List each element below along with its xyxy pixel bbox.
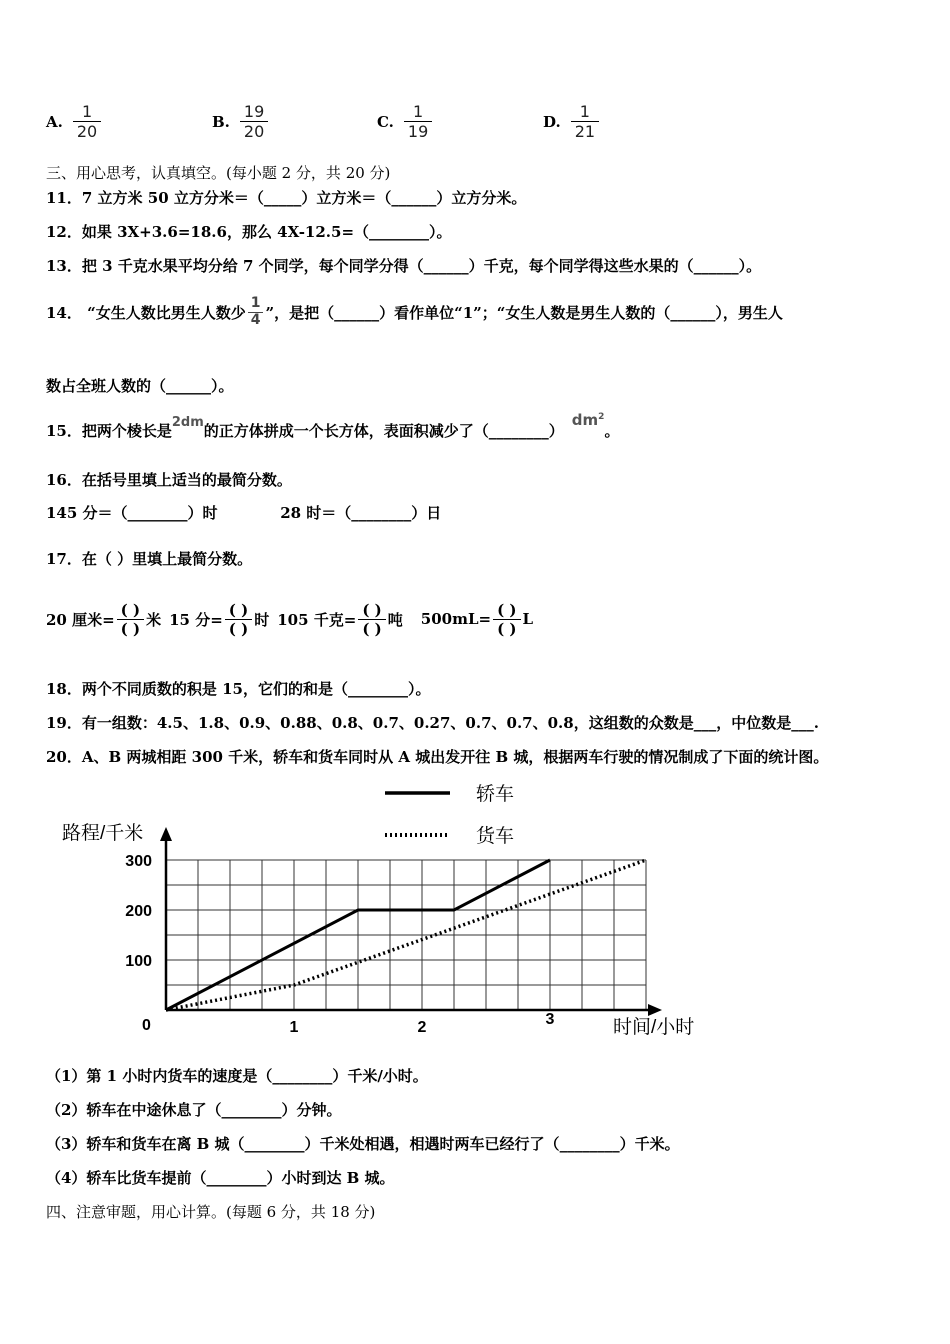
x-tick-label: 3 <box>545 1011 555 1028</box>
option-label: C. <box>377 113 394 131</box>
question-13: 13．把 3 千克水果平均分给 7 个同学，每个同学分得（______）千克，每个同学得这些水果的（______）。 <box>46 257 762 275</box>
question-16-title: 16．在括号里填上适当的最简分数。 <box>46 471 292 489</box>
question-20: 20．A、B 两城相距 300 千米，轿车和货车同时从 A 城出发开往 B 城，根据两车行驶的情况制成了下面的统计图。 <box>46 748 829 766</box>
question-17-items: 20 厘米= $\frac{( )}{( )}$ 米 15 分= $\frac{( )}{( )}$ 时 105 千克= $\frac{( )}{( )}$ 吨 500mL= $\frac{( )}{( )}$ L <box>46 600 534 638</box>
x-tick-label: 2 <box>417 1019 427 1036</box>
chart-grid <box>166 860 646 1010</box>
y-tick-label: 300 <box>125 853 152 870</box>
x-tick-label: 0 <box>142 1017 151 1034</box>
fraction-blank[interactable]: $\frac{( )}{( )}$ <box>358 601 385 638</box>
option-label: A. <box>46 113 63 131</box>
y-tick-label: 200 <box>125 903 152 920</box>
option-b[interactable] <box>212 100 268 144</box>
chart-legend <box>385 783 514 847</box>
legend-label: 轿车 <box>476 784 515 805</box>
section-4-title: 四、注意审题，用心计算。(每题 6 分，共 18 分) <box>46 1203 376 1221</box>
question-18: 18．两个不同质数的积是 15，它们的和是（________）。 <box>46 680 431 698</box>
sub-question-2: （2）轿车在中途休息了（________）分钟。 <box>46 1101 342 1119</box>
distance-time-chart <box>40 775 720 1050</box>
option-d[interactable] <box>543 100 599 144</box>
y-axis-label: 路程/千米 <box>62 823 144 844</box>
fraction-blank[interactable]: $\frac{( )}{( )}$ <box>225 601 252 638</box>
option-fraction: $\frac{1}{20}$ <box>73 103 101 140</box>
question-17-title: 17．在（ ）里填上最简分数。 <box>46 550 253 568</box>
fraction-one-quarter: $\frac{1}{4}$ <box>248 296 264 328</box>
fraction-blank[interactable]: $\frac{( )}{( )}$ <box>493 601 520 638</box>
edge-length: 2dm <box>171 414 204 430</box>
y-tick-label: 100 <box>125 953 152 970</box>
sub-question-3: （3）轿车和货车在离 B 城（________）千米处相遇，相遇时两车已经行了（________）千米。 <box>46 1135 680 1153</box>
x-axis-label: 时间/小时 <box>613 1017 695 1038</box>
option-a[interactable] <box>46 100 101 144</box>
question-16-line: 145 分＝（________）时 28 时＝（________）日 <box>46 504 442 522</box>
chart-ticks <box>125 853 554 1036</box>
option-label: D. <box>543 113 561 131</box>
question-12: 12．如果 3X+3.6=18.6，那么 4X-12.5=（________）。 <box>46 223 452 241</box>
option-fraction: $\frac{1}{21}$ <box>571 103 599 140</box>
fraction-blank[interactable]: $\frac{( )}{( )}$ <box>117 601 144 638</box>
option-label: B. <box>212 113 230 131</box>
y-axis-arrow <box>160 827 172 841</box>
sub-question-1: （1）第 1 小时内货车的速度是（________）千米/小时。 <box>46 1067 428 1085</box>
question-11: 11．7 立方米 50 立方分米＝（_____）立方米＝（______）立方分米。 <box>46 189 527 207</box>
option-fraction: $\frac{19}{20}$ <box>240 103 268 140</box>
sub-question-4: （4）轿车比货车提前（________）小时到达 B 城。 <box>46 1169 395 1187</box>
question-14-continued: 数占全班人数的（______）。 <box>46 377 234 395</box>
question-14: 14． “女生人数比男生人数少 $\frac{1}{4}$ ”，是把（______）看作单位“1”；“女生人数是男生人数的（______），男生人 <box>46 295 783 328</box>
question-19: 19．有一组数：4.5、1.8、0.9、0.88、0.8、0.7、0.27、0.7、0.7、0.8，这组数的众数是___，中位数是___. <box>46 714 819 732</box>
section-3-title: 三、用心思考，认真填空。(每小题 2 分，共 20 分) <box>46 164 391 182</box>
chart-axes <box>62 822 694 1038</box>
x-axis-arrow <box>648 1004 662 1016</box>
option-c[interactable] <box>377 100 432 144</box>
option-fraction: $\frac{1}{19}$ <box>404 103 432 140</box>
x-tick-label: 1 <box>289 1019 299 1036</box>
legend-label: 货车 <box>476 826 515 847</box>
question-15: 15．把两个棱长是 2dm 的正方体拼成一个长方体，表面积减少了（________） $dm^2$ 。 <box>46 411 620 440</box>
area-unit: $dm^2$ <box>571 411 605 429</box>
